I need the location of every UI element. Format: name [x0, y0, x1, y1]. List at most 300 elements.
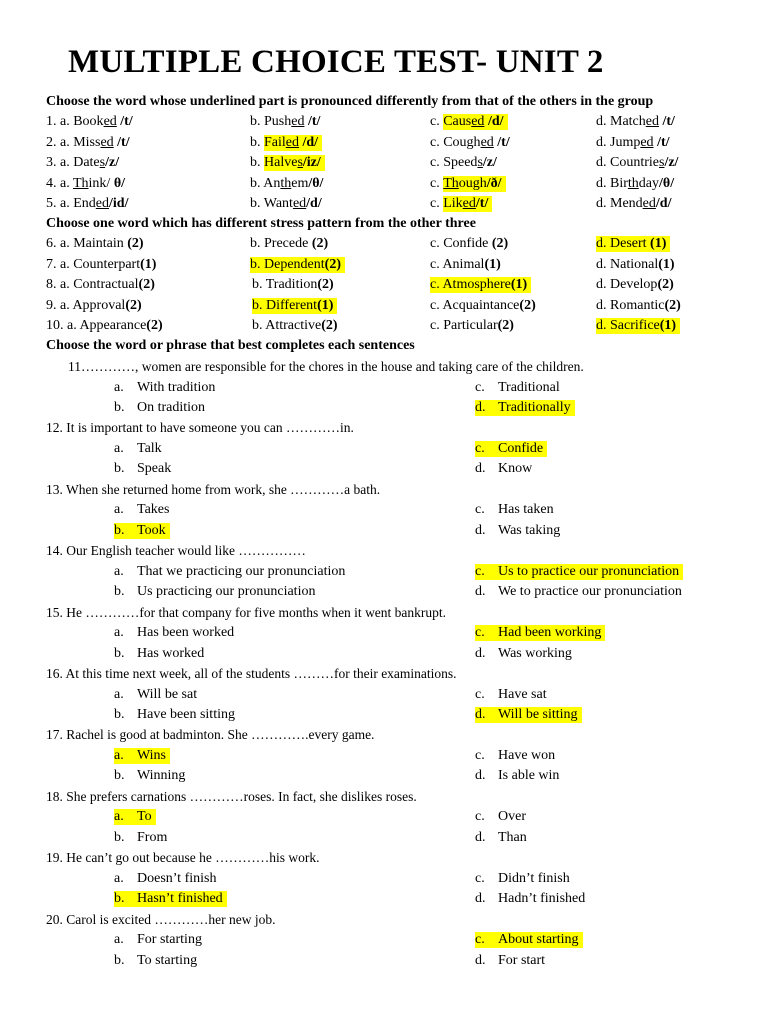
stress-option [250, 236, 328, 252]
option-value: On tradition [137, 400, 206, 415]
option-word [46, 318, 163, 333]
option-text [475, 953, 545, 968]
answer-option-a [114, 748, 170, 764]
option-word [430, 277, 531, 293]
phonetic-symbol: θ/ [113, 175, 126, 191]
option-text [114, 768, 185, 783]
underlined-part: s [659, 155, 665, 170]
underlined-part: ed [640, 134, 654, 150]
answer-option-b [114, 830, 167, 846]
option-letter: c. [475, 809, 485, 825]
answer-option-b [114, 584, 315, 600]
phonetic-symbol: /t/ [475, 196, 489, 211]
stress-number: (1) [317, 297, 334, 313]
stress-option [46, 318, 163, 334]
option-prefix: 3. a. [46, 155, 74, 170]
stress-option [596, 277, 674, 293]
option-value: Than [498, 829, 527, 845]
option-prefix: c. [430, 134, 444, 150]
option-text [475, 707, 582, 723]
stress-word: b. Attractive [252, 318, 322, 333]
option-text [114, 523, 170, 539]
option-letter: c. [475, 747, 485, 763]
option-word [430, 257, 501, 272]
word-start: Bir [610, 175, 628, 191]
option-text [114, 646, 204, 661]
option-value: Confide [498, 440, 544, 456]
stress-option [250, 257, 345, 273]
phonetic-symbol: /d/ [302, 134, 319, 150]
option-letter: d. [475, 584, 486, 600]
stress-number: (1) [484, 256, 501, 272]
stress-option [430, 298, 536, 314]
word-start: Cough [443, 134, 481, 150]
stress-number: (2) [664, 297, 681, 313]
answer-option-c [475, 932, 583, 948]
option-word [250, 257, 345, 273]
answer-option-a [114, 932, 202, 948]
option-letter: b. [114, 522, 125, 538]
stress-word: 7. a. Counterpart [46, 256, 141, 272]
option-value: From [137, 829, 168, 845]
stress-word: d. Sacrifice [596, 318, 660, 333]
section-heading-stress: Choose one word which has different stress pattern from the other three [46, 216, 476, 231]
option-prefix: d. [596, 134, 610, 150]
option-word [73, 135, 129, 150]
option-word [443, 155, 497, 170]
underlined-part: Th [72, 175, 89, 191]
answer-option-d [475, 707, 582, 723]
underlined-part: ed [100, 134, 114, 150]
option-text [114, 809, 156, 825]
option-prefix: b. [250, 175, 264, 191]
option-word [73, 155, 119, 170]
option-value: Talk [137, 440, 162, 456]
underlined-part: th [280, 175, 292, 191]
phonetic-symbol: /d/ [487, 114, 504, 129]
option-value: To [137, 809, 152, 825]
option-prefix: c. [430, 175, 444, 191]
question-stem: 16. At this time next week, all of the students ………for their examinations. [46, 666, 457, 681]
option-letter: a. [114, 563, 124, 579]
option-value: Was taking [498, 522, 561, 538]
option-word [264, 114, 320, 129]
option-word [73, 114, 133, 129]
option-word [596, 298, 681, 313]
option-letter: c. [475, 932, 485, 948]
answer-option-c [475, 502, 554, 518]
option-letter: b. [114, 461, 125, 477]
option-letter: b. [114, 768, 125, 784]
underlined-part: ed [480, 134, 494, 150]
option-prefix: 2. a. [46, 134, 74, 150]
phonetic-symbol: /t/ [120, 114, 133, 129]
underlined-part: ed [645, 114, 659, 129]
stress-number: (2) [491, 236, 509, 251]
option-word [596, 277, 674, 292]
option-text [475, 625, 605, 641]
phonetic-symbol: /z/ [482, 155, 497, 170]
option-letter: b. [114, 645, 125, 661]
option-letter: d. [475, 645, 486, 661]
phonetic-symbol: /θ/ [659, 175, 675, 191]
stress-option [46, 298, 142, 314]
option-text [114, 625, 234, 640]
option-text [114, 707, 235, 722]
option-value: Was working [498, 645, 572, 661]
word-start: Speed [443, 155, 478, 170]
option-word [443, 135, 510, 150]
option-letter: c. [475, 440, 485, 456]
option-value: Took [137, 522, 166, 538]
option-prefix: c. [430, 155, 444, 170]
option-prefix: d. [596, 196, 610, 211]
question-stem: 14. Our English teacher would like …………… [46, 543, 306, 559]
option-value: Has taken [498, 502, 554, 518]
option-letter: a. [114, 440, 124, 456]
option-word [263, 176, 323, 191]
option-letter: a. [114, 870, 124, 886]
word-start: Want [263, 196, 293, 211]
pronunciation-option [430, 196, 492, 212]
stress-word: d. Develop [596, 277, 658, 292]
option-word [252, 298, 337, 314]
phonetic-symbol: /iz/ [302, 155, 321, 170]
word-start: Halve [264, 155, 298, 170]
option-value: Have won [498, 747, 556, 763]
question-stem: 17. Rachel is good at badminton. She ………….every game. [46, 727, 375, 743]
option-letter: c. [475, 379, 485, 395]
stress-word: 6. a. Maintain [46, 236, 128, 251]
underlined-part: ed [471, 114, 485, 129]
option-word [46, 277, 155, 292]
phonetic-symbol: /t/ [117, 134, 130, 150]
stress-option [596, 298, 681, 314]
option-word [596, 318, 680, 334]
phonetic-symbol: /z/ [664, 155, 679, 170]
answer-option-a [114, 687, 197, 703]
pronunciation-option [250, 196, 322, 212]
option-word [73, 196, 128, 211]
pronunciation-option [250, 155, 325, 171]
option-word [443, 176, 505, 192]
option-word [610, 196, 671, 211]
option-text [475, 871, 570, 886]
option-word [46, 298, 142, 313]
option-text [114, 564, 345, 579]
stress-option [430, 236, 508, 252]
option-text [475, 441, 547, 457]
answer-option-b [114, 461, 171, 477]
stress-word: 9. a. Approval [46, 297, 126, 313]
option-letter: d. [475, 829, 486, 845]
option-value: Takes [137, 502, 170, 518]
option-word [430, 318, 514, 333]
option-letter: b. [114, 952, 125, 968]
stress-option [430, 277, 531, 293]
option-text [475, 523, 560, 538]
option-value: Will be sat [137, 686, 198, 702]
option-letter: d. [475, 891, 486, 907]
answer-option-d [475, 584, 682, 600]
word-start: Caus [443, 114, 472, 129]
option-prefix: 4. a. [46, 175, 73, 191]
option-prefix: d. [596, 175, 610, 191]
option-letter: d. [475, 768, 486, 784]
option-value: Us to practice our pronunciation [498, 563, 680, 579]
stress-option [46, 236, 144, 252]
phonetic-symbol: /θ/ [308, 175, 324, 191]
option-letter: a. [114, 686, 124, 702]
option-value: For starting [137, 932, 202, 948]
stress-number: (2) [321, 318, 338, 333]
answer-option-d [475, 523, 560, 539]
phonetic-symbol: /d/ [306, 196, 322, 211]
word-start: Fail [264, 134, 286, 150]
answer-option-d [475, 768, 559, 784]
option-value: With tradition [137, 379, 216, 395]
option-text [475, 461, 532, 476]
word-start: Match [610, 114, 646, 129]
option-text [114, 400, 205, 415]
stress-word: d. National [596, 256, 659, 272]
section-heading-pronunciation: Choose the word whose underlined part is pronounced differently from that of the others in the group [46, 94, 654, 109]
option-text [114, 932, 202, 947]
answer-option-a [114, 871, 216, 887]
option-value: Didn’t finish [498, 870, 570, 886]
answer-option-d [475, 830, 527, 846]
answer-option-d [475, 646, 572, 662]
stress-word: c. Atmosphere [430, 277, 511, 292]
option-value: Had been working [498, 625, 602, 641]
option-word [430, 236, 508, 251]
option-value: Has worked [137, 645, 205, 661]
answer-option-b [114, 768, 185, 784]
phonetic-symbol: /z/ [105, 155, 120, 170]
answer-option-b [114, 400, 205, 416]
option-value: About starting [498, 932, 579, 948]
option-value: Doesn’t finish [137, 870, 217, 886]
stress-word: 8. a. Contractual [46, 277, 139, 292]
underlined-part: ed [292, 196, 307, 211]
word-start: Jump [610, 134, 641, 150]
option-prefix: b. [250, 155, 264, 170]
option-text [114, 461, 171, 476]
option-word [264, 155, 325, 171]
option-text [114, 502, 169, 517]
option-letter: d. [475, 400, 486, 415]
word-start: Miss [73, 134, 101, 150]
option-value: We to practice our pronunciation [498, 584, 682, 600]
option-value: Traditionally [498, 400, 571, 415]
stress-option [46, 257, 156, 273]
stress-word: b. Precede [250, 236, 312, 251]
option-letter: d. [475, 707, 486, 722]
word-start: Push [264, 114, 292, 129]
answer-option-b [114, 707, 235, 723]
option-value: Speak [137, 461, 172, 477]
phonetic-symbol: /t/ [662, 114, 675, 129]
underlined-part: s [99, 155, 106, 170]
option-prefix: c. [430, 114, 444, 129]
option-text [475, 809, 526, 824]
pronunciation-option [250, 135, 322, 151]
answer-option-c [475, 871, 570, 887]
stress-word: b. Dependent [250, 256, 325, 272]
stress-option [46, 277, 155, 293]
question-stem: 18. She prefers carnations …………roses. In fact, she dislikes roses. [46, 788, 417, 804]
option-word [443, 114, 507, 130]
option-text [475, 502, 554, 517]
option-word [264, 135, 322, 151]
pronunciation-option [250, 176, 323, 192]
option-prefix: 5. a. [46, 196, 74, 211]
stress-word: c. Particular [430, 318, 498, 333]
pronunciation-option [596, 135, 670, 151]
question-stem: 12. It is important to have someone you can …………in. [46, 420, 354, 436]
answer-option-a [114, 564, 345, 580]
option-word [610, 176, 674, 191]
answer-option-a [114, 809, 156, 825]
word-end: em [291, 175, 309, 191]
stress-word: b. Different [252, 297, 318, 313]
phonetic-symbol: /t/ [657, 134, 670, 150]
stress-number: (1) [650, 236, 667, 251]
option-word [252, 277, 334, 292]
pronunciation-option [430, 176, 506, 192]
stress-option [252, 298, 337, 314]
option-letter: b. [114, 400, 125, 415]
answer-option-d [475, 891, 585, 907]
phonetic-symbol: /d/ [655, 196, 672, 211]
stress-number: (2) [146, 318, 163, 333]
underlined-part: ed [462, 196, 476, 211]
underlined-part: s [477, 155, 483, 170]
option-text [114, 380, 215, 395]
stress-option [252, 277, 334, 293]
pronunciation-option [250, 114, 320, 130]
option-prefix: b. [250, 134, 264, 150]
option-prefix: b. [250, 196, 264, 211]
answer-option-b [114, 646, 204, 662]
option-letter: a. [114, 625, 124, 641]
option-letter: b. [114, 891, 125, 907]
word-start: An [263, 175, 281, 191]
underlined-part: Th [443, 175, 459, 191]
option-value: Hasn’t finished [137, 891, 223, 907]
stress-number: (2) [317, 277, 334, 292]
option-letter: b. [114, 707, 125, 722]
option-value: To starting [137, 952, 198, 968]
option-word [250, 236, 328, 251]
option-letter: c. [475, 625, 485, 641]
option-text [475, 400, 575, 416]
stress-word: c. Confide [430, 236, 492, 251]
option-text [475, 564, 683, 580]
stress-option [596, 236, 670, 252]
stress-number: (2) [311, 236, 329, 251]
stress-number: (1) [140, 256, 157, 272]
pronunciation-option [596, 114, 675, 130]
answer-option-c [475, 380, 560, 396]
option-word [443, 196, 492, 212]
option-letter: b. [114, 584, 125, 600]
option-text [114, 953, 197, 968]
option-text [114, 830, 167, 845]
option-letter: a. [114, 502, 124, 518]
answer-option-a [114, 625, 234, 641]
option-prefix: d. [596, 114, 610, 129]
option-text [475, 932, 583, 948]
stress-option [430, 318, 514, 334]
option-text [475, 584, 682, 599]
stress-word: d. Desert [596, 236, 651, 251]
section-heading-grammar: Choose the word or phrase that best completes each sentences [46, 338, 415, 353]
answer-option-d [475, 400, 575, 416]
option-word [610, 114, 675, 129]
word-start: Countrie [610, 155, 659, 170]
answer-option-b [114, 891, 227, 907]
underlined-part: s [297, 155, 303, 170]
word-end: ink/ [88, 175, 114, 191]
option-value: Have been sitting [137, 707, 235, 722]
pronunciation-option [46, 135, 130, 151]
page-title: MULTIPLE CHOICE TEST- UNIT 2 [68, 44, 604, 80]
option-word [252, 318, 338, 333]
option-value: Wins [137, 747, 166, 763]
word-end: ough [458, 175, 487, 191]
underlined-part: ed [103, 114, 117, 129]
stress-number: (2) [657, 277, 674, 292]
option-letter: d. [475, 461, 486, 477]
option-prefix: d. [596, 155, 610, 170]
option-letter: c. [475, 870, 485, 886]
option-text [114, 584, 315, 599]
answer-option-c [475, 687, 547, 703]
option-text [475, 380, 560, 395]
stress-number: (2) [138, 277, 155, 292]
pronunciation-option [46, 176, 125, 192]
question-stem: 15. He …………for that company for five months when it went bankrupt. [46, 604, 447, 620]
stress-number: (1) [659, 318, 677, 333]
answer-option-c [475, 441, 547, 457]
option-text [475, 748, 555, 763]
word-start: Book [73, 114, 104, 129]
option-value: Know [498, 461, 533, 477]
stress-word: b. Tradition [252, 277, 318, 292]
option-value: Winning [137, 768, 186, 784]
option-word [610, 155, 678, 170]
option-prefix: b. [250, 114, 264, 129]
option-word [46, 257, 156, 272]
option-letter: d. [475, 522, 486, 538]
option-text [475, 891, 585, 906]
word-start: End [73, 196, 96, 211]
option-letter: a. [114, 932, 124, 948]
answer-option-c [475, 809, 526, 825]
stress-word: d. Romantic [596, 297, 665, 313]
word-start: Mend [610, 196, 643, 211]
pronunciation-option [430, 135, 510, 151]
option-word [610, 135, 670, 150]
answer-option-d [475, 461, 532, 477]
option-value: For start [498, 952, 546, 968]
underlined-part: ed [95, 196, 109, 211]
option-value: Is able win [498, 768, 560, 784]
question-stem: 20. Carol is excited …………her new job. [46, 911, 276, 927]
pronunciation-option [596, 155, 678, 171]
underlined-part: ed [291, 114, 305, 129]
